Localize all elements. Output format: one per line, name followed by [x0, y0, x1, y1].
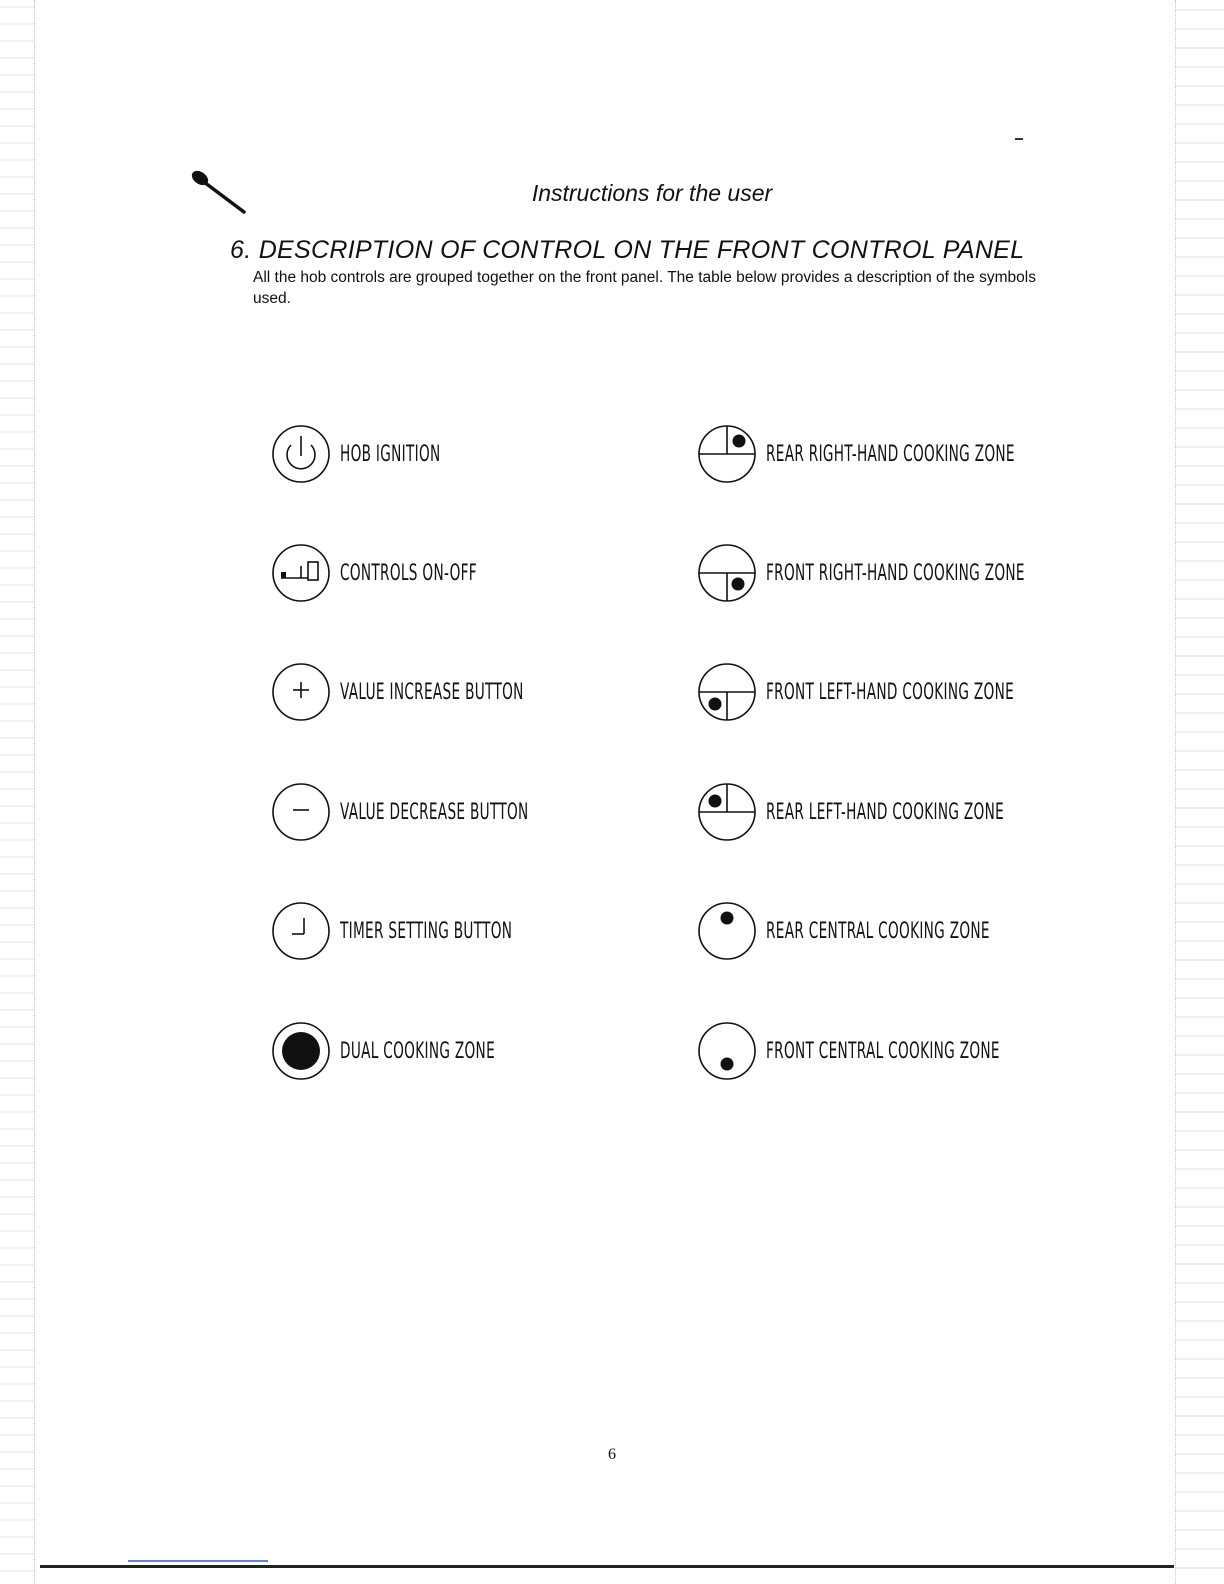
rear-right-zone-icon: [696, 423, 758, 485]
symbol-row-front-right-zone: [696, 542, 1184, 604]
symbol-row-timer-setting: [270, 900, 618, 962]
symbol-row-value-increase: [270, 661, 636, 723]
symbol-label: CONTROLS ON-OFF: [340, 560, 477, 586]
symbol-row-rear-left-zone: [696, 781, 1150, 843]
scan-edge-left: [0, 0, 35, 1584]
front-right-zone-icon: [696, 542, 758, 604]
symbol-row-front-central-zone: [696, 1020, 1143, 1082]
scan-edge-right: [1175, 0, 1224, 1584]
rear-central-zone-icon: [696, 900, 758, 962]
stray-mark: [1015, 138, 1023, 140]
symbol-label: FRONT LEFT-HAND COOKING ZONE: [766, 679, 1015, 705]
section-intro: All the hob controls are grouped together on the front panel. The table below provides a description of the symbols used.: [253, 269, 1036, 307]
symbol-row-rear-central-zone: [696, 900, 1127, 962]
key-lock-icon: [270, 542, 332, 604]
symbol-label: TIMER SETTING BUTTON: [340, 918, 513, 944]
section-title: 6. DESCRIPTION OF CONTROL ON THE FRONT CONTROL PANEL: [230, 236, 1025, 264]
symbol-label: VALUE DECREASE BUTTON: [340, 799, 529, 825]
symbol-label: VALUE INCREASE BUTTON: [340, 679, 524, 705]
scan-bottom-line: [40, 1565, 1174, 1568]
symbol-row-front-left-zone: [696, 661, 1166, 723]
front-left-zone-icon: [696, 661, 758, 723]
symbol-label: FRONT CENTRAL COOKING ZONE: [766, 1038, 1000, 1064]
symbol-label: HOB IGNITION: [340, 441, 441, 467]
page-header: Instructions for the user: [531, 180, 773, 206]
symbol-label: REAR LEFT-HAND COOKING ZONE: [766, 799, 1005, 825]
symbol-row-rear-right-zone: [696, 423, 1167, 485]
rear-left-zone-icon: [696, 781, 758, 843]
scan-bottom-underline: [128, 1560, 268, 1562]
symbol-label: DUAL COOKING ZONE: [340, 1038, 495, 1064]
symbol-row-hob-ignition: [270, 423, 502, 485]
timer-icon: [270, 900, 332, 962]
dual-zone-icon: [270, 1020, 332, 1082]
power-icon: [270, 423, 332, 485]
plus-icon: [270, 661, 332, 723]
symbol-label: FRONT RIGHT-HAND COOKING ZONE: [766, 560, 1025, 586]
symbol-label: REAR CENTRAL COOKING ZONE: [766, 918, 990, 944]
symbol-row-controls-on-off: [270, 542, 561, 604]
front-central-zone-icon: [696, 1020, 758, 1082]
minus-icon: [270, 781, 332, 843]
symbol-row-dual-cooking-zone: [270, 1020, 590, 1082]
page-number: 6: [608, 1446, 616, 1463]
symbol-row-value-decrease: [270, 781, 644, 843]
symbol-label: REAR RIGHT-HAND COOKING ZONE: [766, 441, 1015, 467]
